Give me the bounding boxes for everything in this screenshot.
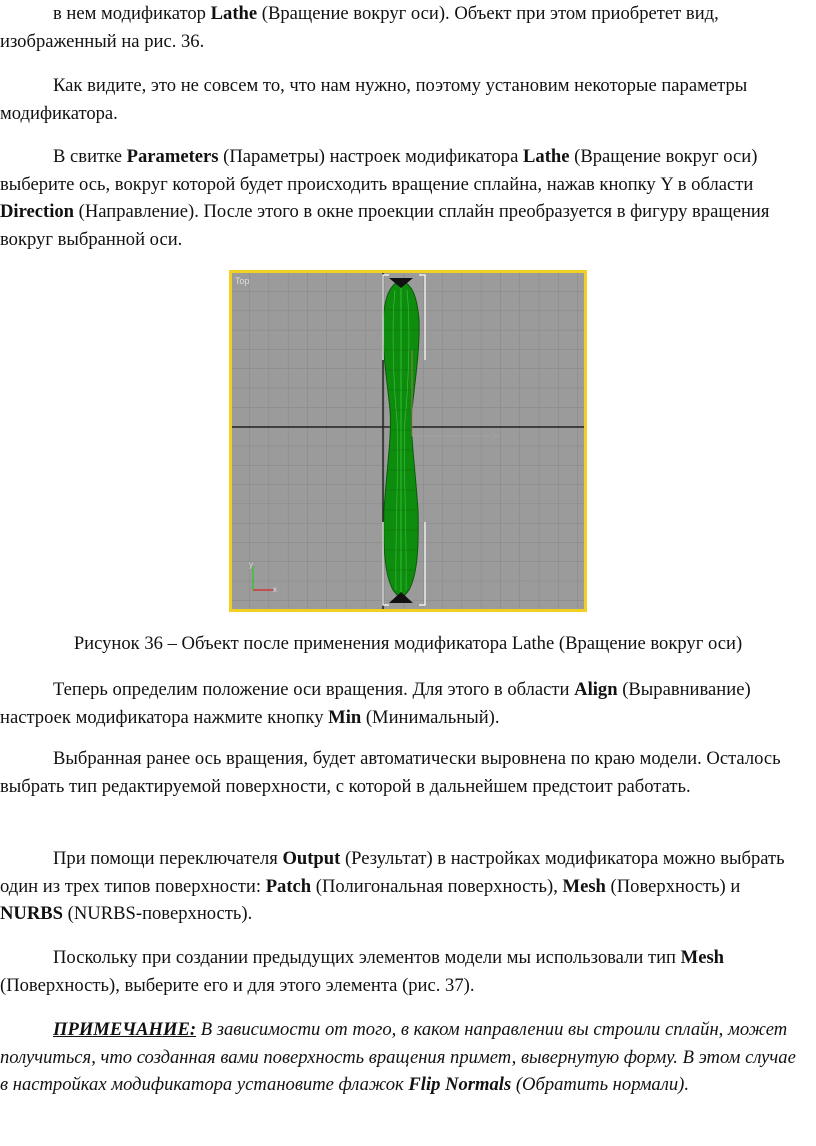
term-direction: Direction (0, 201, 75, 222)
paragraph-3: Теперь определим положение оси вращения. Для этого в области Align (Выравнивание) настроек модификатора нажмите кнопку Min (Минимальный). (0, 679, 751, 728)
paragraph-6: Поскольку при создании предыдущих элементов модели мы использовали тип Mesh (Поверхность), выберите его и для этого элемента (рис. 37). (0, 947, 725, 996)
term-mesh: Mesh (562, 875, 606, 897)
viewport-label: Top (235, 276, 250, 286)
term-output: Output (282, 848, 341, 869)
term-flip-normals: Flip Normals (408, 1074, 512, 1095)
term-patch: Patch (265, 875, 312, 897)
note-paragraph: ПРИМЕЧАНИЕ: В зависимости от того, в каком направлении вы строили сплайн, может получиться, что созданная вами поверхность вращения примет, вывернутую форму. В этом случае в настройках модификатора установите флажок Flip Normals (Обратить нормали). (0, 1019, 796, 1095)
term-lathe: Lathe (523, 146, 570, 167)
paragraph-5: При помощи переключателя Output (Результат) в настройках модификатора можно выбрать один из трех типов поверхности: Patch (Полигональная поверхность), Mesh (Поверхность) и NURBS (NURBS-поверхность). (0, 848, 785, 924)
paragraph-4: Выбранная ранее ось вращения, будет автоматически выровнена по краю модели. Осталось выбрать тип редактируемой поверхности, с которой в дальнейшем предстоит работать. (0, 748, 781, 797)
axis-y-label: y (249, 560, 253, 569)
paragraph-0: в нем модификатор Lathe (Вращение вокруг оси). Объект при этом приобретет вид, изображенный на рис. 36. (0, 3, 719, 52)
term-lathe: Lathe (210, 3, 258, 24)
term-align: Align (574, 679, 618, 700)
paragraph-2: В свитке Parameters (Параметры) настроек модификатора Lathe (Вращение вокруг оси) выберите ось, вокруг которой будет происходить вращение сплайна, нажав кнопку Y в области Direction (Направление). После этого в окне проекции сплайн преобразуется в фигуру вращения вокруг выбранной оси. (0, 146, 770, 250)
term-min: Min (328, 706, 362, 728)
term-parameters: Parameters (126, 146, 219, 167)
axis-x-label: x (273, 585, 277, 594)
term-nurbs: NURBS (0, 903, 64, 924)
term-mesh: Mesh (680, 947, 725, 968)
note-label: ПРИМЕЧАНИЕ: (53, 1019, 197, 1040)
paragraph-1: Как видите, это не совсем то, что нам нужно, поэтому установим некоторые параметры модификатора. (0, 75, 748, 124)
figure-caption: Рисунок 36 – Объект после применения модификатора Lathe (Вращение вокруг оси) (73, 633, 743, 654)
figure-36-viewport (229, 270, 587, 612)
